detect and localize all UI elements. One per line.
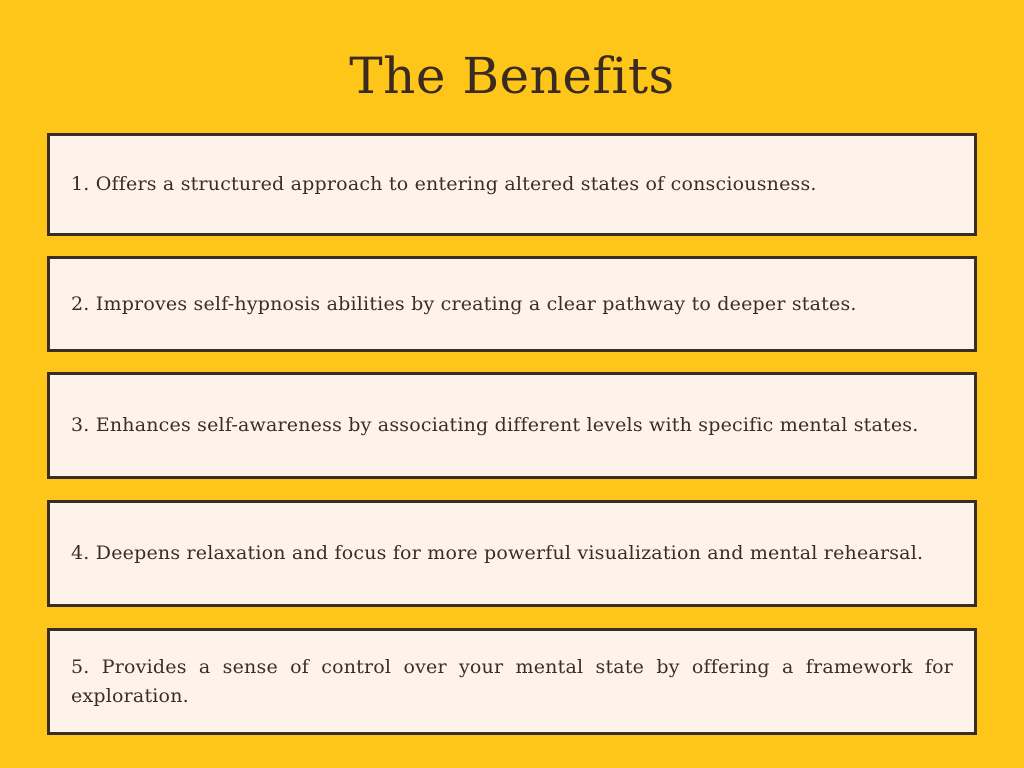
benefit-text: 1. Offers a structured approach to entering altered states of consciousness. bbox=[71, 173, 817, 195]
benefit-text: 4. Deepens relaxation and focus for more powerful visualization and mental rehearsal. bbox=[71, 542, 924, 564]
benefit-card bbox=[47, 133, 977, 236]
benefit-card bbox=[47, 500, 977, 607]
page-title: The Benefits bbox=[349, 47, 675, 105]
benefit-text: 2. Improves self-hypnosis abilities by creating a clear pathway to deeper states. bbox=[71, 292, 857, 315]
benefit-text: 3. Enhances self-awareness by associating different levels with specific mental states. bbox=[71, 414, 919, 436]
benefit-card bbox=[47, 628, 977, 735]
benefit-card bbox=[47, 372, 977, 479]
benefit-card bbox=[47, 256, 977, 352]
benefit-text: 5. Provides a sense of control over your mental state by offering a framework for exploration. bbox=[71, 655, 953, 707]
